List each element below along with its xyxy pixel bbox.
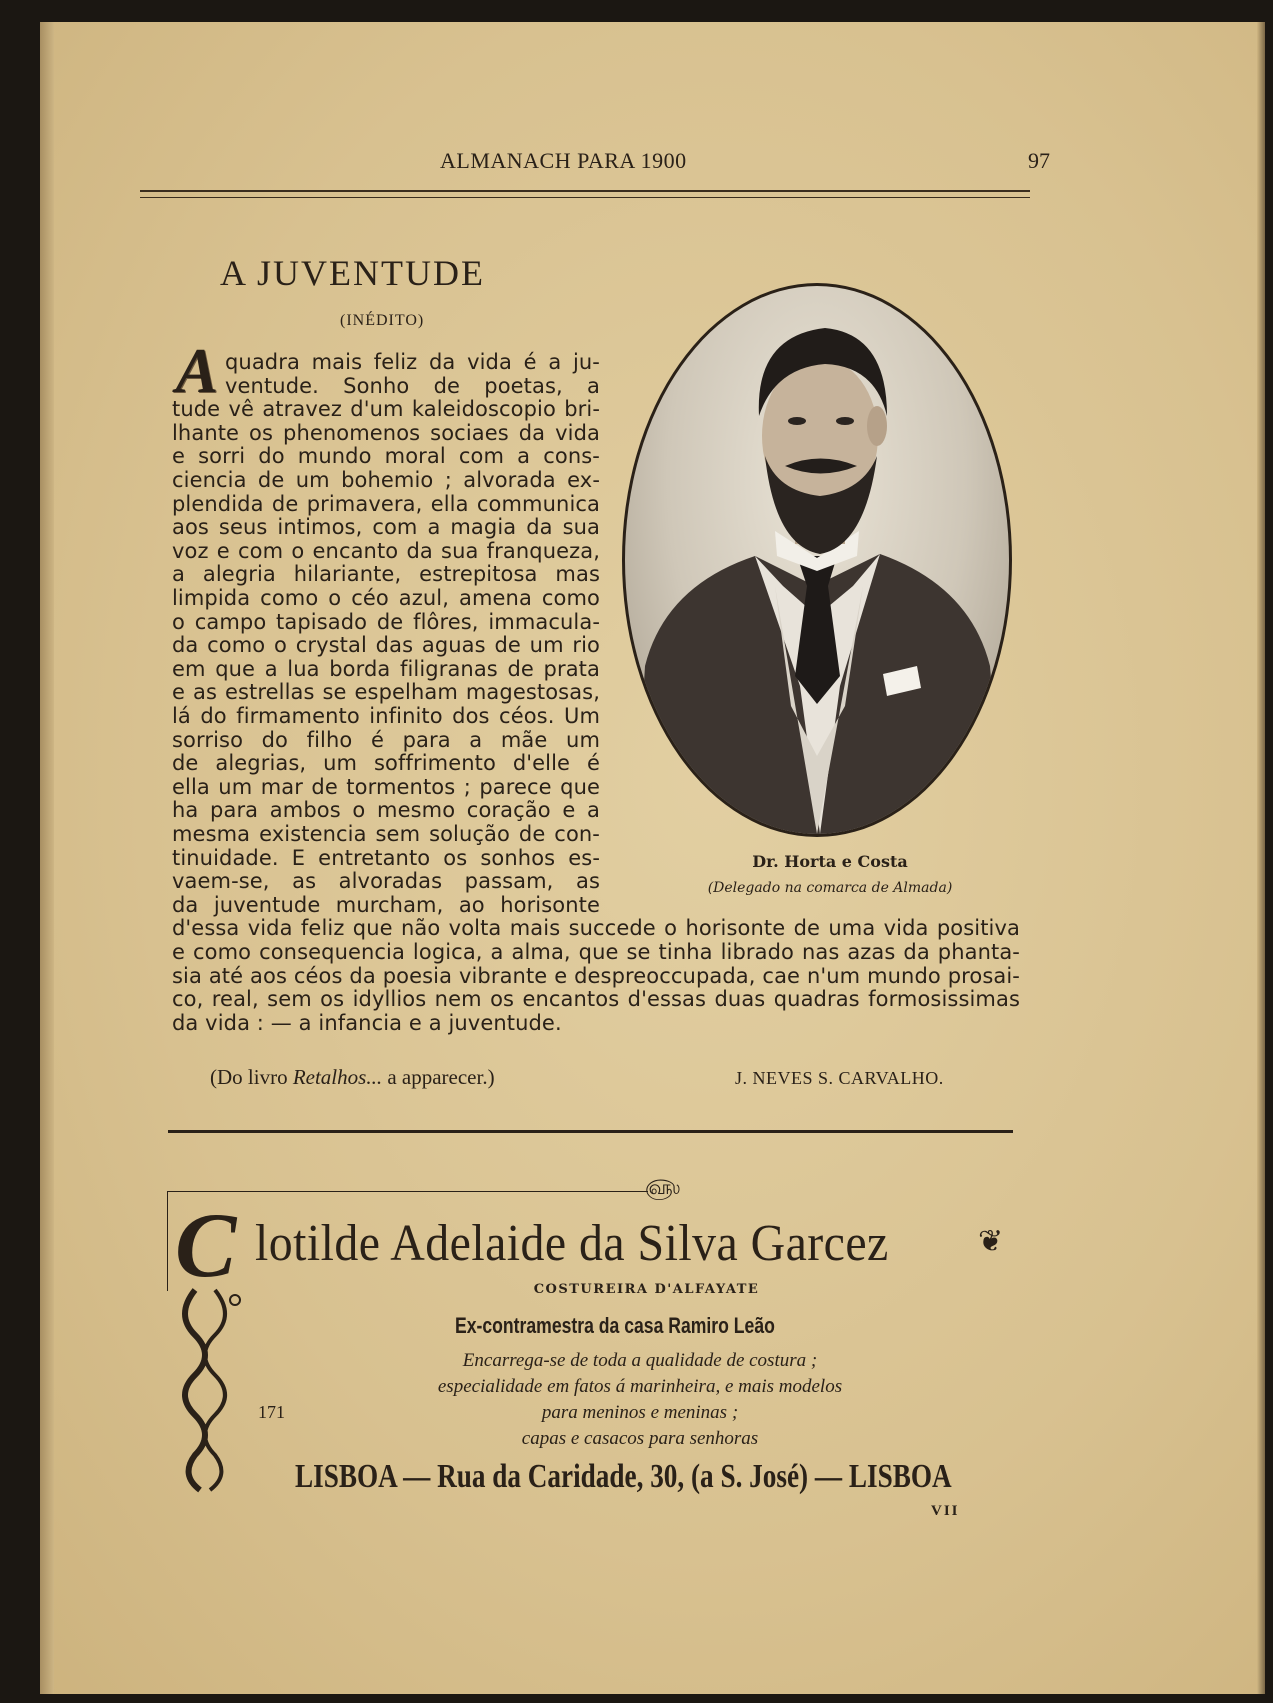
swirl-ornament-icon: ௵ bbox=[645, 1175, 681, 1199]
portrait-caption-role: (Delegado na comarca de Almada) bbox=[707, 880, 953, 896]
page-number: 97 bbox=[1028, 148, 1050, 173]
source-suffix: a apparecer.) bbox=[382, 1065, 495, 1089]
article-line: quadra mais feliz da vida é a ju- bbox=[225, 350, 600, 374]
running-header bbox=[140, 148, 1050, 188]
article-note: (INÉDITO) bbox=[340, 312, 425, 329]
article-line: d'essa vida feliz que não volta mais succede o horisonte de uma vida positiva bbox=[172, 916, 1020, 941]
article-line: ella um mar de tormentos ; parece que bbox=[172, 774, 600, 799]
article-line: sia até aos céos da poesia vibrante e despreoccupada, cae n'um mundo prosai- bbox=[172, 963, 1020, 988]
article-title: A JUVENTUDE bbox=[220, 253, 485, 293]
source-prefix: (Do livro bbox=[210, 1065, 293, 1089]
author-signature: J. NEVES S. CARVALHO. bbox=[735, 1068, 944, 1088]
article-line: lhante os phenomenos sociaes da vida bbox=[172, 420, 600, 445]
source-note bbox=[210, 1065, 495, 1090]
portrait-illustration bbox=[625, 286, 1009, 834]
ad-initial-letter: C bbox=[175, 1194, 237, 1296]
running-title: ALMANACH PARA 1900 bbox=[440, 148, 687, 173]
source-book: Retalhos... bbox=[292, 1065, 383, 1089]
article-line: da vida : — a infancia e a juventude. bbox=[172, 1010, 562, 1035]
article-line: plendida de primavera, ella communica bbox=[172, 491, 600, 516]
ad-frame-top bbox=[168, 1191, 648, 1192]
ad-roman-numeral: VII bbox=[931, 1503, 960, 1519]
ad-address: LISBOA — Rua da Caridade, 30, (a S. José) — LISBOA bbox=[295, 1458, 952, 1495]
header-rule bbox=[140, 190, 1030, 198]
article-line: limpida como o céo azul, amena como bbox=[172, 586, 600, 610]
article-line: e sorri do mundo moral com a cons- bbox=[172, 444, 600, 469]
page-gutter bbox=[40, 22, 54, 1694]
article-line: mesma existencia sem solução de con- bbox=[172, 822, 600, 846]
article-line: lá do firmamento infinito dos céos. Um bbox=[172, 704, 600, 728]
article-line: em que a lua borda filigranas de prata bbox=[172, 656, 600, 681]
article-line: sorriso do filho é para a mãe um bbox=[172, 727, 600, 752]
ad-initial-scroll bbox=[175, 1195, 255, 1495]
ad-number: 171 bbox=[258, 1402, 285, 1422]
ad-ornamental-initial bbox=[175, 1195, 255, 1495]
article-line: vaem-se, as alvoradas passam, as bbox=[172, 869, 600, 894]
ad-trade: COSTUREIRA D'ALFAYATE bbox=[533, 1282, 760, 1297]
article-line: tinuidade. E entretanto os sonhos es- bbox=[172, 845, 600, 870]
article-line: de alegrias, um soffrimento d'elle é bbox=[172, 751, 600, 776]
portrait-caption-name: Dr. Horta e Costa bbox=[752, 852, 908, 871]
section-rule bbox=[168, 1130, 1013, 1136]
ad-service-line: especialidade em fatos á marinheira, e mais modelos bbox=[437, 1376, 843, 1397]
article-line: voz e com o encanto da sua franqueza, bbox=[172, 538, 600, 563]
article-line: tude vê atravez d'um kaleidoscopio bri- bbox=[172, 397, 600, 422]
ad-frame-left bbox=[167, 1191, 168, 1291]
article-line: da juventude murcham, ao horisonte bbox=[172, 892, 600, 917]
article-line: co, real, sem os idyllios nem os encantos d'essas duas quadras formosissimas bbox=[172, 987, 1020, 1012]
article-line: o campo tapisado de flôres, immacula- bbox=[172, 609, 600, 634]
portrait-photo bbox=[622, 283, 1012, 837]
article-line: e como consequencia logica, a alma, que se tinha librado nas azas da phanta- bbox=[172, 940, 1020, 964]
article-line: ventude. Sonho de poetas, a bbox=[225, 373, 600, 398]
article-line: ha para ambos o mesmo coração e a bbox=[172, 798, 600, 823]
ad-service-line: Encarrega-se de toda a qualidade de costura ; bbox=[462, 1350, 818, 1371]
page-edge bbox=[1257, 22, 1265, 1694]
ad-business-name: lotilde Adelaide da Silva Garcez bbox=[255, 1215, 889, 1272]
article-line: da como o crystal das aguas de um rio bbox=[172, 633, 600, 658]
ad-service-line: capas e casacos para senhoras bbox=[521, 1428, 759, 1449]
ad-former-role: Ex-contramestra da casa Ramiro Leão bbox=[455, 1313, 775, 1338]
ad-service-line: para meninos e meninas ; bbox=[541, 1402, 739, 1423]
fleuron-icon: ❦ bbox=[978, 1224, 1004, 1259]
article-line: ciencia de um bohemio ; alvorada ex- bbox=[172, 468, 600, 492]
article-line: e as estrellas se espelham magestosas, bbox=[172, 680, 600, 705]
article-line: a alegria hilariante, estrepitosa mas bbox=[172, 562, 600, 587]
article-line: aos seus intimos, com a magia da sua bbox=[172, 515, 600, 540]
drop-cap: A bbox=[175, 335, 219, 406]
